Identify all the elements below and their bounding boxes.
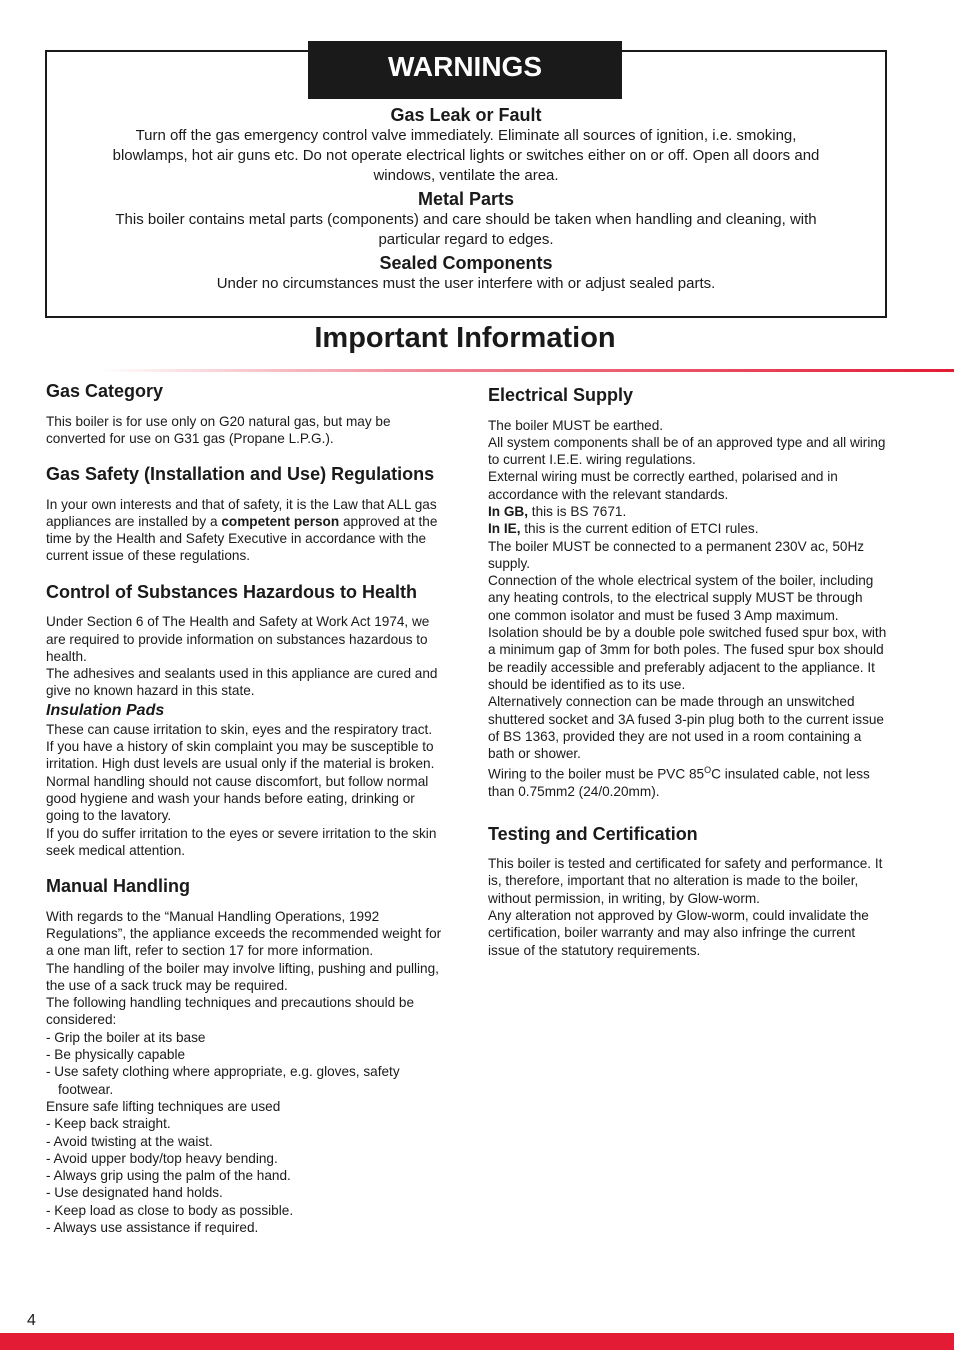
electrical-p3: External wiring must be correctly earthed, polarised and in accordance with the relevant standards. [488,469,838,502]
coshh-p1: Under Section 6 of The Health and Safety at Work Act 1974, we are required to provide information on substances hazardous to health. [46,614,430,664]
list-item: - Avoid upper body/top heavy bending. [46,1150,278,1166]
manual-handling-heading: Manual Handling [46,876,190,897]
warnings-content [47,104,885,296]
metal-parts-text: This boiler contains metal parts (components) and care should be taken when handling and cleaning, with particular regard to edges. [115,211,817,248]
manual-handling-p1: With regards to the “Manual Handling Operations, 1992 Regulations”, the appliance exceeds the recommended weight for a one man lift, refer to section 17 for more information. [46,908,442,959]
left-column [46,380,446,1252]
list-item: - Be physically capable [46,1047,186,1063]
p8-after: C insulated cable, not less than 0.75mm2 (24/0.20mm). [488,766,870,800]
gas-safety-text-before: In your own interests and that of safety, it is the Law that ALL gas appliances are installed by a [46,496,437,529]
gas-category-text: This boiler is for use only on G20 natural gas, but may be converted for use on G31 gas (Propane L.P.G.). [46,413,391,446]
gas-category-section [46,380,446,447]
list-item: - Always grip using the palm of the hand. [46,1168,291,1184]
page-number: 4 [27,1312,36,1329]
list-item: - Keep back straight. [46,1116,171,1132]
page-title: Important Information [314,322,616,354]
electrical-p2: All system components shall be of an approved type and all wiring to current I.E.E. wiring regulations. [488,434,886,468]
electrical-p7: Alternatively connection can be made through an unswitched shuttered socket and 3A fused 3-pin plug both to the current issue of BS 1363, provided they are not used in a room containing a bath or shower. [488,694,884,762]
competent-person-bold: competent person [221,513,340,529]
gb-text: this is BS 7671. [528,503,627,519]
manual-handling-p4: Ensure safe lifting techniques are used [46,1098,281,1114]
ie-text: this is the current edition of ETCI rules. [520,521,759,537]
gas-leak-text: Turn off the gas emergency control valve immediately. Eliminate all sources of ignition, i.e. smoking, blowlamps, hot air guns etc. Do not operate electrical lights or switches either on or off. Open all doors and windows, ventilate the area. [112,127,820,184]
list-item: - Always use assistance if required. [46,1219,259,1235]
list-item: - Use safety clothing where appropriate, e.g. gloves, safety [46,1064,400,1080]
electrical-p6: Isolation should be by a double pole switched fused spur box, with a minimum gap of 3mm for both poles. The fused spur box should be readily accessible and preferably adjacent to the appliance. It should be identified as to its use. [488,625,887,692]
warnings-title: WARNINGS [308,41,622,99]
coshh-heading: Control of Substances Hazardous to Health [46,581,418,602]
right-column [488,384,888,975]
gas-safety-section [46,463,446,565]
manual-handling-p3: The following handling techniques and precautions should be considered: [46,995,415,1028]
testing-section [488,823,888,959]
sealed-components-text: Under no circumstances must the user interfere with or adjust sealed parts. [216,275,716,292]
testing-p1: This boiler is tested and certificated for safety and performance. It is, therefore, important that no alteration is made to the boiler, without permission, in writing, by Glow-worm. [488,856,883,906]
electrical-ie [488,520,888,537]
title-divider [100,369,954,372]
gb-bold: In GB, [488,503,529,519]
degree-sup: O [704,765,712,776]
electrical-section [488,384,888,801]
list-item: - Use designated hand holds. [46,1185,223,1201]
p8-before: Wiring to the boiler must be PVC 85 [488,766,705,782]
manual-handling-section [46,875,446,1236]
insulation-pads-heading: Insulation Pads [46,701,165,719]
testing-p2: Any alteration not approved by Glow-worm, could invalidate the certification, boiler warranty and may also infringe the current issue of the statutory requirements. [488,907,869,958]
gas-leak-heading: Gas Leak or Fault [390,105,542,125]
gas-safety-text [46,496,446,565]
list-item: - Keep load as close to body as possible. [46,1202,294,1218]
electrical-p8 [488,762,888,800]
coshh-section [46,581,446,859]
electrical-heading: Electrical Supply [488,385,634,405]
metal-parts-heading: Metal Parts [417,189,515,209]
coshh-p5: Normal handling should not cause discomfort, but follow normal good hygiene and wash your hands before eating, drinking or going to the lavatory. [46,773,429,824]
coshh-p4: If you have a history of skin complaint you may be susceptible to irritation. High dust levels are usual only if the material is broken. [46,739,435,772]
footer-bar [0,1333,954,1350]
list-item-continuation: footwear. [58,1081,114,1097]
coshh-p3: These can cause irritation to skin, eyes and the respiratory tract. [46,721,433,737]
gas-safety-heading: Gas Safety (Installation and Use) Regulations [46,464,435,485]
coshh-p2: The adhesives and sealants used in this appliance are cured and give no known hazard in this state. [46,666,438,699]
coshh-p6: If you do suffer irritation to the eyes or severe irritation to the skin seek medical attention. [46,825,437,858]
sealed-components-heading: Sealed Components [379,253,553,273]
ie-bold: In IE, [488,521,521,537]
gas-category-heading: Gas Category [46,381,164,401]
electrical-p1: The boiler MUST be earthed. [488,417,664,433]
manual-handling-p2: The handling of the boiler may involve lifting, pushing and pulling, the use of a sack truck may be required. [46,960,439,993]
electrical-p5: Connection of the whole electrical system of the boiler, including any heating controls, to the electrical supply MUST be through one common isolator and must be fused 3 Amp maximum. [488,573,874,623]
testing-heading: Testing and Certification [488,823,698,844]
list-item: - Avoid twisting at the waist. [46,1133,213,1149]
electrical-p4: The boiler MUST be connected to a permanent 230V ac, 50Hz supply. [488,538,865,571]
list-item: - Grip the boiler at its base [46,1029,206,1045]
electrical-gb [488,503,888,520]
gas-safety-text-after: approved at the time by the Health and Safety Executive in accordance with the current issue of these regulations. [46,513,438,564]
